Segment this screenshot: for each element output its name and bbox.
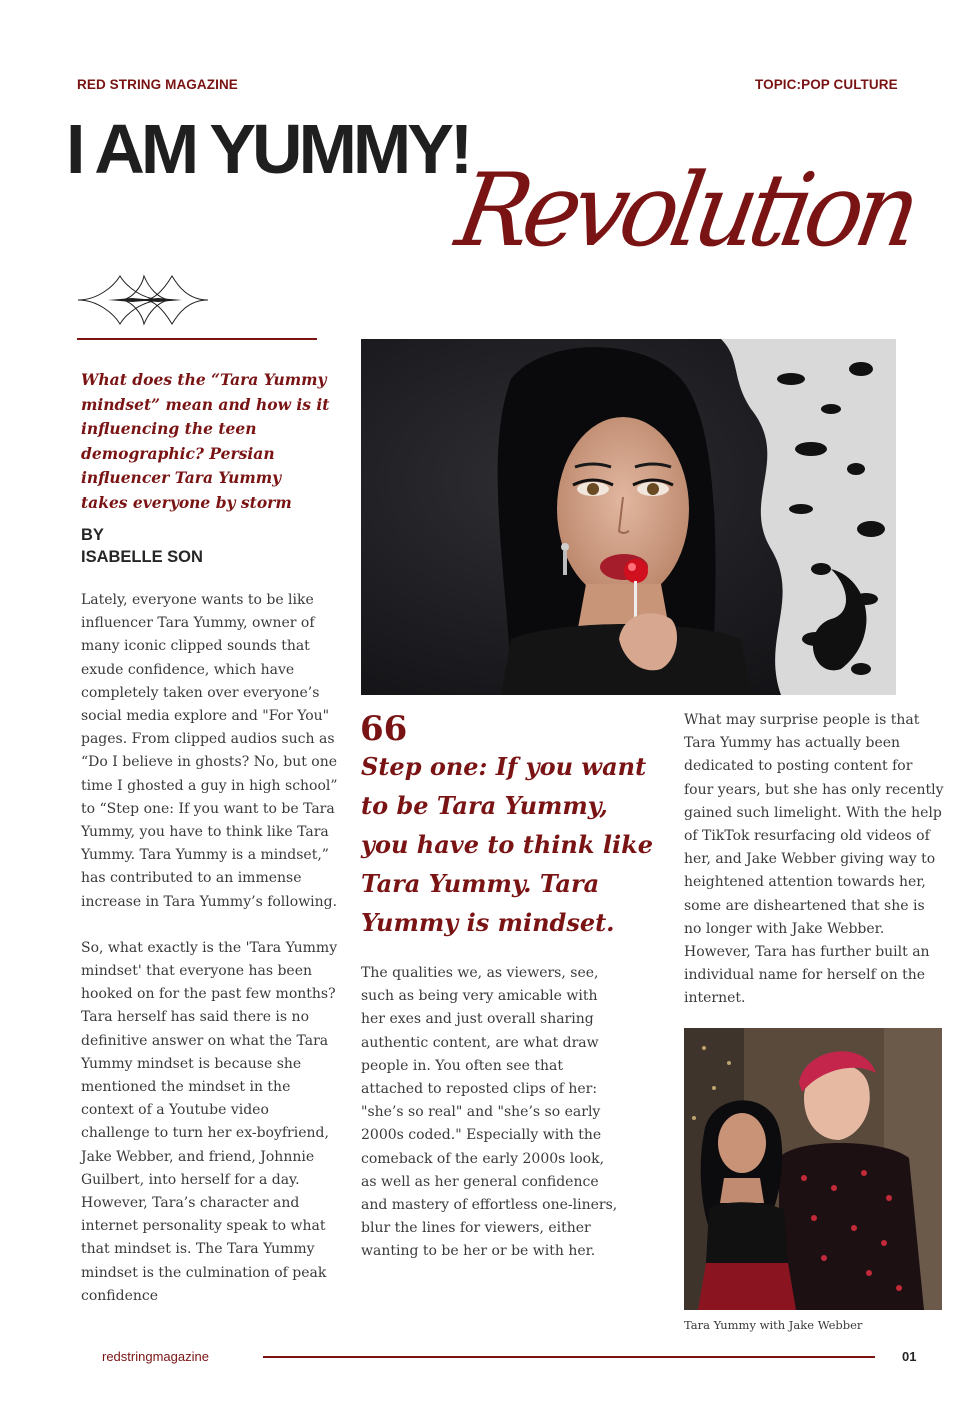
section-divider bbox=[77, 338, 317, 340]
byline-author: ISABELLE SON bbox=[81, 548, 203, 566]
article-title: I AM YUMMY! bbox=[66, 110, 470, 188]
secondary-photo bbox=[684, 1028, 942, 1310]
footer-site: redstringmagazine bbox=[102, 1349, 209, 1364]
footer-rule bbox=[263, 1356, 875, 1358]
column-1 bbox=[81, 589, 339, 1308]
quote-mark-icon: 66 bbox=[360, 709, 408, 749]
hero-photo bbox=[361, 339, 896, 695]
column-2-paragraph-1: The qualities we, as viewers, see, such as being very amicable with her exes and just overall sharing authentic content, are what draw people in. You often see that attached to reposted clips of her: "she’s so real" and "she’s so early 2000s coded." Especially with the comeback of the early 2000s look, as well as her general confidence and mastery of effortless one-liners, blur the lines for viewers, either wanting to be her or be with her. bbox=[361, 965, 618, 1260]
column-2 bbox=[361, 962, 623, 1264]
column-1-paragraph-2: So, what exactly is the 'Tara Yummy mindset' that everyone has been hooked on for the past few months? Tara herself has said there is no definitive answer on what the Tara Yummy mindset is because she mentioned the mindset in the context of a Youtube video challenge to turn her ex-boyfriend, Jake Webber, and friend, Johnnie Guilbert, into herself for a day. However, Tara’s character and internet personality speak to what that mindset is. The Tara Yummy mindset is the culmination of peak confidence bbox=[81, 939, 338, 1304]
column-3-paragraph-1: What may surprise people is that Tara Yummy has actually been dedicated to posting content for four years, but she has only recently gained such limelight. With the help of TikTok resurfacing old videos of her, and Jake Webber giving way to heightened attention towards her, some are disheartened that she is no longer with Jake Webber. However, Tara has further built an individual name for herself on the internet. bbox=[684, 712, 944, 1007]
script-title: Revolution bbox=[448, 151, 923, 270]
photo-caption: Tara Yummy with Jake Webber bbox=[684, 1318, 863, 1332]
magazine-name: RED STRING MAGAZINE bbox=[77, 77, 238, 92]
column-3 bbox=[684, 709, 946, 1011]
article-deck: What does the “Tara Yummy mindset” mean and how is it influencing the teen demographic? Persian influencer Tara Yummy takes everyone by storm bbox=[81, 370, 330, 512]
topic-label: TOPIC:POP CULTURE bbox=[755, 77, 898, 92]
column-1-paragraph-1: Lately, everyone wants to be like influencer Tara Yummy, owner of many iconic clipped sounds that exude confidence, which have completely taken over everyone’s social media explore and "For You" pages. From clipped audios such as “Do I believe in ghosts? No, but one time I ghosted a guy in high school” to “Step one: If you want to be Tara Yummy, you have to think like Tara Yummy. Tara Yummy is a mindset,” has contributed to an immense increase in Tara Yummy’s following. bbox=[81, 592, 338, 910]
page-number: 01 bbox=[902, 1349, 917, 1364]
byline bbox=[81, 524, 331, 568]
pull-quote: Step one: If you want to be Tara Yummy, you have to think like Tara Yummy. Tara Yummy is mindset. bbox=[361, 752, 653, 937]
byline-by: BY bbox=[81, 526, 104, 544]
ornament-icon bbox=[76, 272, 210, 328]
